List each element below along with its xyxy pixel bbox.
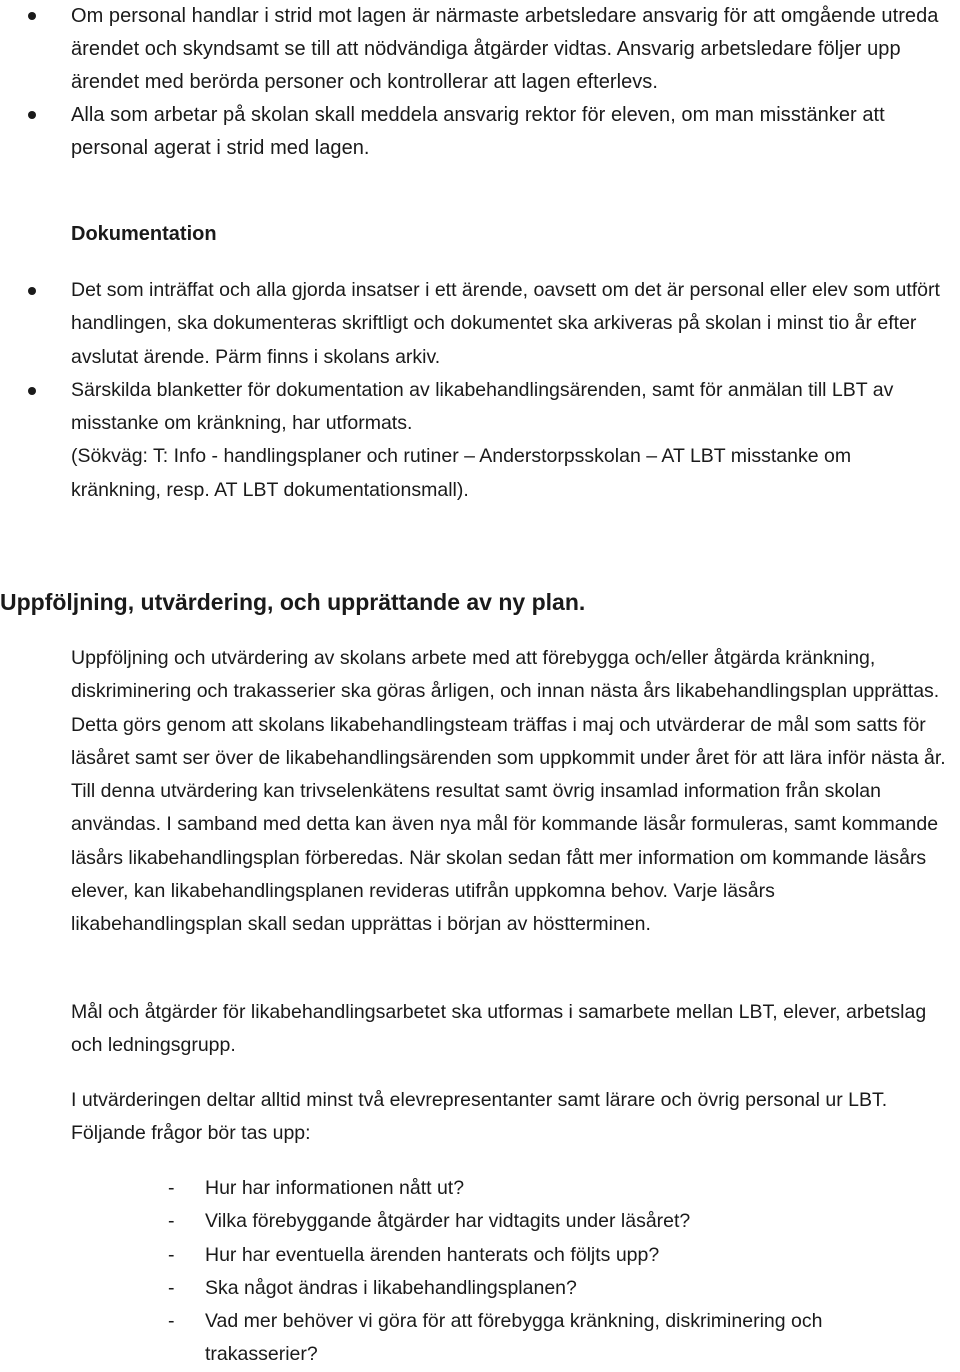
list-item	[0, 1205, 960, 1238]
list-item	[0, 1272, 960, 1305]
question-text: Hur har eventuella ärenden hanterats och följts upp?	[205, 1243, 660, 1266]
paragraph-evaluation: Uppföljning och utvärdering av skolans arbete med att förebygga och/eller åtgärda kränkning, diskriminering och trakasserier ska göras årligen, och innan nästa års likabehandlingsplan upprättas. Detta görs genom att skolans likabehandlingsteam träffas i maj och utvärderar de mål som satts för läsåret samt ser över de likabehandlingsärenden som uppkommit under året för att lära inför nästa år. Till denna utvärdering kan trivselenkätens resultat samt övrig insamlad information från skolan användas. I samband med detta kan även nya mål för kommande läsår formuleras, samt kommande läsårs likabehandlingsplan förberedas. När skolan sedan fått mer information om kommande läsårs elever, kan likabehandlingsplanen revideras utifrån uppkomna behov. Varje läsårs likabehandlingsplan skall sedan upprättas i början av höstterminen.	[71, 647, 946, 936]
bullet-list-documentation	[0, 274, 960, 507]
path-reference-text: (Sökväg: T: Info - handlingsplaner och rutiner – Anderstorpsskolan – AT LBT misstanke om kränkning, resp. AT LBT dokumentationsmall).	[71, 445, 852, 501]
bullet-icon	[28, 387, 36, 395]
list-item-text: Alla som arbetar på skolan skall meddela ansvarig rektor för eleven, om man misstänker att personal agerat i strid med lagen.	[71, 104, 885, 159]
list-item	[0, 274, 960, 374]
list-item	[0, 1172, 960, 1205]
dokumentation-heading: Dokumentation	[71, 223, 217, 245]
list-item-text: Om personal handlar i strid mot lagen är närmaste arbetsledare ansvarig för att omgående utreda ärendet och skyndsamt se till att nödvändiga åtgärder vidtas. Ansvarig arbetsledare följer upp ärendet med berörda personer och kontrollerar att lagen efterlevs.	[71, 5, 939, 93]
dash-marker: -	[168, 1276, 175, 1299]
list-item	[0, 1239, 960, 1272]
dash-marker: -	[168, 1177, 175, 1199]
list-item	[0, 1305, 960, 1372]
section-heading: Uppföljning, utvärdering, och upprättande av ny plan.	[0, 589, 586, 615]
list-item-text: Särskilda blanketter för dokumentation av likabehandlingsärenden, samt för anmälan till LBT av misstanke om kränkning, har utformats.	[71, 378, 894, 435]
dash-marker: -	[168, 1310, 175, 1333]
bullet-icon	[28, 287, 36, 295]
bullet-icon	[28, 12, 36, 20]
question-text: Hur har informationen nått ut?	[205, 1177, 465, 1199]
list-item	[0, 99, 960, 165]
list-item	[0, 374, 960, 507]
dash-marker: -	[168, 1243, 175, 1266]
dash-marker: -	[168, 1210, 175, 1233]
bullet-icon	[28, 111, 36, 119]
question-text: Vad mer behöver vi göra för att förebygga kränkning, diskriminering och trakasserier?	[205, 1310, 823, 1366]
paragraph-participants: I utvärderingen deltar alltid minst två elevrepresentanter samt lärare och övrig personal ur LBT. Följande frågor bör tas upp:	[71, 1089, 888, 1145]
question-text: Vilka förebyggande åtgärder har vidtagits under läsåret?	[205, 1210, 691, 1233]
question-text: Ska något ändras i likabehandlingsplanen?	[205, 1276, 577, 1299]
question-list	[0, 1172, 960, 1372]
paragraph-goals: Mål och åtgärder för likabehandlingsarbetet ska utformas i samarbete mellan LBT, elever, arbetslag och ledningsgrupp.	[71, 1001, 927, 1057]
list-item-text: Det som inträffat och alla gjorda insatser i ett ärende, oavsett om det är personal eller elev som utfört handlingen, ska dokumenteras skriftligt och dokumentet ska arkiveras på skolan i minst tio år efter avslutat ärende. Pärm finns i skolans arkiv.	[71, 279, 940, 368]
bullet-list-staff-violations	[0, 0, 960, 165]
list-item	[0, 0, 960, 99]
